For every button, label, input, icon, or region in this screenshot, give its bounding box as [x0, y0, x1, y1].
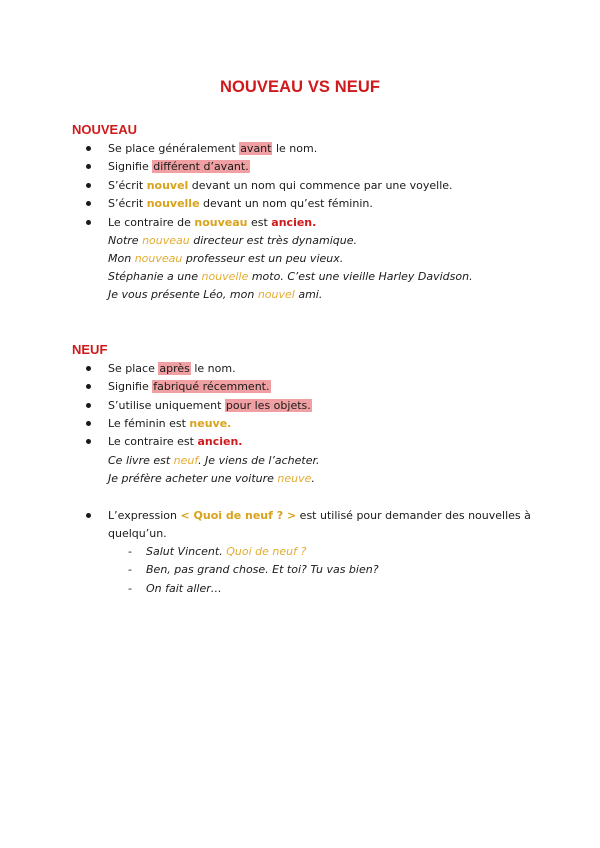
bullet-icon: [85, 178, 93, 194]
bullet-icon: [85, 508, 93, 524]
dialogue-line-3: On fait aller…: [146, 582, 222, 595]
page-title: NOUVEAU VS NEUF: [219, 78, 381, 96]
section-heading-nouveau: NOUVEAU: [72, 122, 138, 137]
bullet-icon: [85, 398, 93, 414]
expression-rule-continued: quelqu’un.: [108, 527, 167, 540]
neuf-rule-1: Se place après le nom.: [108, 362, 236, 375]
bullet-icon: [85, 215, 93, 231]
bullet-icon: [85, 159, 93, 175]
nouveau-rule-1: Se place généralement avant le nom.: [108, 142, 318, 155]
neuf-rule-2: Signifie fabriqué récemment.: [108, 380, 270, 393]
bullet-icon: [85, 361, 93, 377]
dash-icon: -: [128, 582, 132, 595]
bullet-icon: [85, 196, 93, 212]
dialogue-line-2: Ben, pas grand chose. Et toi? Tu vas bien?: [146, 563, 379, 576]
dash-icon: -: [128, 545, 132, 558]
dialogue-line-1: Salut Vincent. Quoi de neuf ?: [146, 545, 307, 558]
dash-icon: -: [128, 563, 132, 576]
nouveau-example-1: Notre nouveau directeur est très dynamique.: [108, 234, 358, 247]
nouveau-example-3: Stéphanie a une nouvelle moto. C’est une vieille Harley Davidson.: [108, 270, 473, 283]
nouveau-rule-3: S’écrit nouvel devant un nom qui commence par une voyelle.: [108, 179, 453, 192]
nouveau-example-2: Mon nouveau professeur est un peu vieux.: [108, 252, 344, 265]
nouveau-example-4: Je vous présente Léo, mon nouvel ami.: [108, 288, 323, 301]
bullet-icon: [85, 141, 93, 157]
expression-rule: L’expression < Quoi de neuf ? > est utilisé pour demander des nouvelles à: [108, 509, 531, 522]
nouveau-rule-4: S’écrit nouvelle devant un nom qu’est féminin.: [108, 197, 373, 210]
neuf-example-1: Ce livre est neuf. Je viens de l’acheter.: [108, 454, 320, 467]
neuf-rule-5: Le contraire est ancien.: [108, 435, 243, 448]
bullet-icon: [85, 434, 93, 450]
section-heading-neuf: NEUF: [72, 342, 108, 357]
nouveau-rule-2: Signifie différent d’avant.: [108, 160, 249, 173]
bullet-icon: [85, 379, 93, 395]
bullet-icon: [85, 416, 93, 432]
neuf-rule-4: Le féminin est neuve.: [108, 417, 232, 430]
nouveau-rule-5: Le contraire de nouveau est ancien.: [108, 216, 317, 229]
neuf-rule-3: S’utilise uniquement pour les objets.: [108, 399, 311, 412]
neuf-example-2: Je préfère acheter une voiture neuve.: [108, 472, 315, 485]
